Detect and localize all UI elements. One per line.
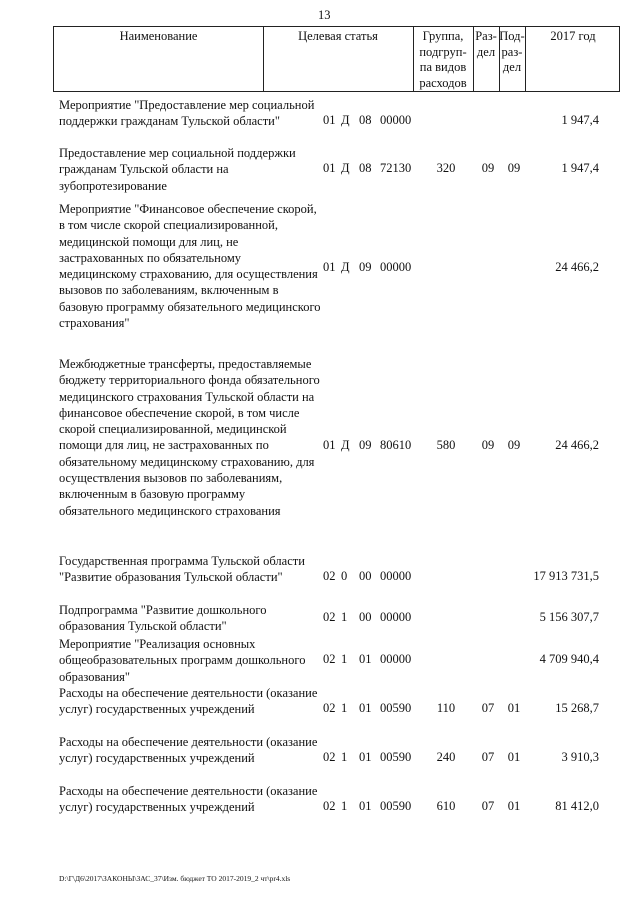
code-activity: 01 [359, 750, 372, 764]
amount-2017: 15 268,7 [555, 701, 599, 715]
header-target: Целевая статья [298, 29, 378, 43]
code-program: 01 [323, 260, 336, 274]
subsection: 09 [507, 438, 521, 452]
file-path-footer: D:\Г\Д6\2017\ЗАКОНЫ\ЗАС_37\Изм. бюджет ТО 2017-2019_2 чт\pr4.xls [59, 874, 291, 883]
row-name: Расходы на обеспечение деятельности (оказание услуг) государственных учреждений [59, 686, 318, 717]
row-name: Государственная программа Тульской области "Развитие образования Тульской области" [59, 554, 305, 585]
code-subprogram: Д [341, 113, 350, 127]
header-group: Группа, подгруп- па видов расходов [419, 29, 467, 90]
amount-2017: 1 947,4 [561, 161, 599, 175]
code-subprogram: Д [341, 161, 350, 175]
code-subprogram: 1 [341, 701, 348, 715]
row-name: Предоставление мер социальной поддержки гражданам Тульской области на зубопротезирование [59, 146, 296, 193]
code-activity: 00 [359, 569, 372, 583]
subsection: 01 [507, 701, 521, 715]
code-program: 02 [323, 569, 336, 583]
row-name: Расходы на обеспечение деятельности (оказание услуг) государственных учреждений [59, 784, 318, 815]
row-name: Мероприятие "Финансовое обеспечение скорой, в том числе скорой специализированной, медицинской помощи для лиц, не застрахованных по обязательному медицинскому страхованию, для осуществления вызовов по заболеваниям, включенным в базовую программу обязательного медицинского страхования" [59, 202, 321, 331]
section: 07 [481, 799, 495, 813]
code-subprogram: 1 [341, 610, 348, 624]
amount-2017: 1 947,4 [561, 113, 599, 127]
code-activity: 01 [359, 652, 372, 666]
header-name: Наименование [119, 29, 198, 43]
code-subprogram: 1 [341, 750, 348, 764]
row-name: Мероприятие "Предоставление мер социальной поддержки гражданам Тульской области" [59, 98, 315, 129]
amount-2017: 81 412,0 [555, 799, 599, 813]
amount-2017: 4 709 940,4 [539, 652, 599, 666]
code-direction: 00590 [380, 701, 412, 715]
amount-2017: 24 466,2 [555, 438, 599, 452]
code-subprogram: 1 [341, 652, 348, 666]
row-name: Подпрограмма "Развитие дошкольного образования Тульской области" [59, 603, 267, 634]
code-direction: 00590 [380, 750, 412, 764]
expense-group: 240 [436, 750, 456, 764]
code-direction: 00590 [380, 799, 412, 813]
expense-group: 580 [436, 438, 456, 452]
code-program: 02 [323, 701, 336, 715]
code-activity: 01 [359, 799, 372, 813]
header-section: Раз- дел [475, 29, 497, 59]
code-activity: 09 [359, 260, 372, 274]
code-program: 02 [323, 799, 336, 813]
code-activity: 09 [359, 438, 372, 452]
code-activity: 08 [359, 113, 372, 127]
table-header [53, 26, 620, 92]
code-subprogram: 0 [341, 569, 348, 583]
code-direction: 00000 [380, 610, 412, 624]
amount-2017: 5 156 307,7 [539, 610, 599, 624]
code-program: 01 [323, 113, 336, 127]
section: 09 [481, 438, 495, 452]
code-direction: 80610 [380, 438, 412, 452]
subsection: 01 [507, 750, 521, 764]
code-direction: 00000 [380, 569, 412, 583]
code-program: 02 [323, 610, 336, 624]
section: 09 [481, 161, 495, 175]
code-activity: 08 [359, 161, 372, 175]
section: 07 [481, 750, 495, 764]
expense-group: 320 [436, 161, 456, 175]
code-direction: 00000 [380, 113, 412, 127]
amount-2017: 24 466,2 [555, 260, 599, 274]
code-direction: 72130 [380, 161, 412, 175]
subsection: 09 [507, 161, 521, 175]
subsection: 01 [507, 799, 521, 813]
amount-2017: 3 910,3 [561, 750, 599, 764]
code-program: 02 [323, 750, 336, 764]
code-subprogram: 1 [341, 799, 348, 813]
code-subprogram: Д [341, 438, 350, 452]
row-name: Межбюджетные трансферты, предоставляемые бюджету территориального фонда обязательного медицинского страхования Тульской области на финансовое обеспечение скорой, в том числе скорой специализированной, медицинской помощи для лиц, не застрахованных по обязательному медицинскому страхованию, для осуществления вызовов по заболеваниям, включенным в базовую программу обязательного медицинского страхования [59, 357, 320, 518]
expense-group: 110 [436, 701, 456, 715]
code-activity: 01 [359, 701, 372, 715]
code-program: 02 [323, 652, 336, 666]
code-direction: 00000 [380, 260, 412, 274]
code-subprogram: Д [341, 260, 350, 274]
row-name: Расходы на обеспечение деятельности (оказание услуг) государственных учреждений [59, 735, 318, 766]
header-year: 2017 год [550, 29, 596, 43]
code-activity: 00 [359, 610, 372, 624]
expense-group: 610 [436, 799, 456, 813]
page-number: 13 [318, 8, 331, 22]
header-subsection: Под- раз- дел [499, 29, 525, 74]
code-program: 01 [323, 438, 336, 452]
code-program: 01 [323, 161, 336, 175]
amount-2017: 17 913 731,5 [533, 569, 599, 583]
row-name: Мероприятие "Реализация основных общеобразовательных программ дошкольного образования" [59, 637, 306, 684]
code-direction: 00000 [380, 652, 412, 666]
section: 07 [481, 701, 495, 715]
